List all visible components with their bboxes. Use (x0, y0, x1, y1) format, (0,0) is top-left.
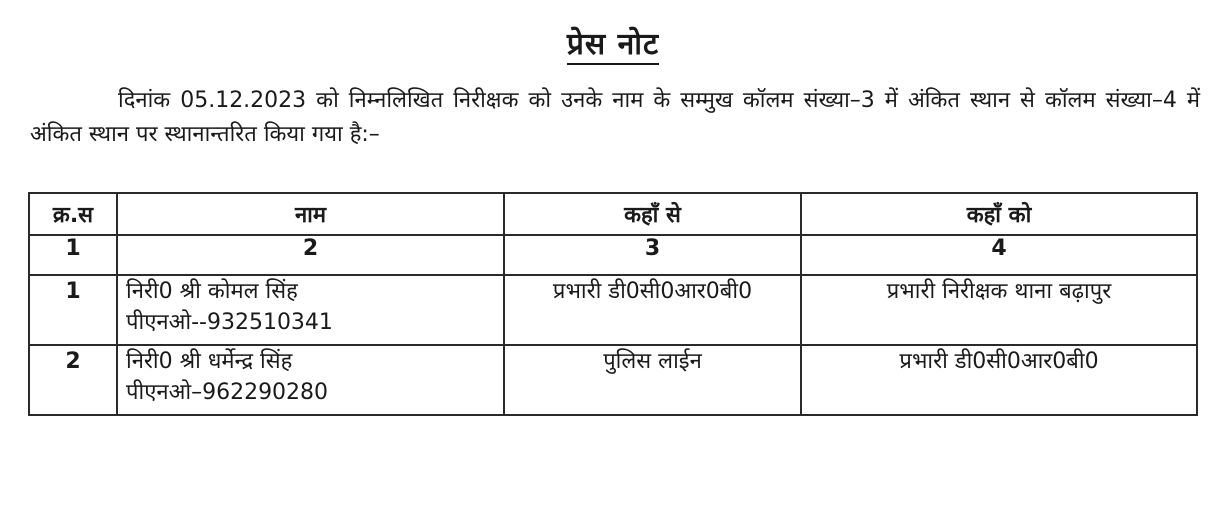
officer-name: निरी0 श्री कोमल सिंह (126, 279, 298, 304)
header-name: नाम (117, 193, 504, 235)
intro-paragraph: दिनांक 05.12.2023 को निम्नलिखित निरीक्षक को उनके नाम के सम्मुख कॉलम संख्या–3 में अंकित स्थान से कॉलम संख्या–4 में अंकित स्थान पर स्थानान्तरित किया गया है:– (30, 88, 1200, 147)
header-serial: क्र.स (29, 193, 117, 235)
officer-pno: पीएनओ–962290280 (126, 380, 329, 405)
row-name-cell (117, 345, 504, 415)
transfer-table (28, 192, 1198, 416)
header-from: कहाँ से (504, 193, 801, 235)
row-name-cell (117, 275, 504, 345)
row-to: प्रभारी निरीक्षक थाना बढ़ापुर (801, 275, 1197, 345)
column-number: 1 (29, 235, 117, 275)
row-serial: 2 (29, 345, 117, 415)
row-serial: 1 (29, 275, 117, 345)
row-from: प्रभारी डी0सी0आर0बी0 (504, 275, 801, 345)
officer-pno: पीएनओ--932510341 (126, 310, 333, 335)
table-row (29, 275, 1197, 345)
row-to: प्रभारी डी0सी0आर0बी0 (801, 345, 1197, 415)
column-number-row (29, 235, 1197, 275)
table-row (29, 345, 1197, 415)
column-number: 4 (801, 235, 1197, 275)
header-to: कहाँ को (801, 193, 1197, 235)
row-from: पुलिस लाईन (504, 345, 801, 415)
page-title (0, 22, 1226, 63)
officer-name: निरी0 श्री धर्मेन्द्र सिंह (126, 349, 293, 374)
column-number: 3 (504, 235, 801, 275)
table-header-row (29, 193, 1197, 235)
column-number: 2 (117, 235, 504, 275)
page-title-text: प्रेस नोट (567, 27, 659, 65)
